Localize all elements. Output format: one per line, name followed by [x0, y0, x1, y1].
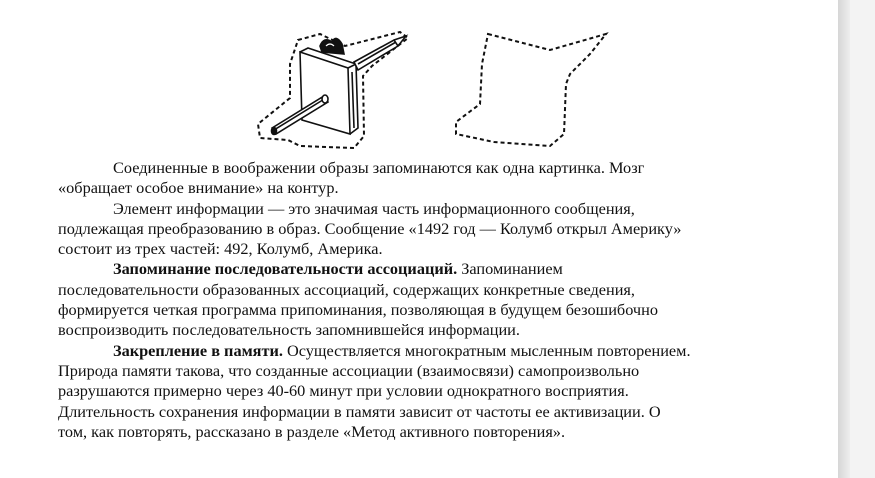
paragraph-2	[58, 199, 798, 260]
paragraph-4-heading: Закрепление в памяти.	[113, 340, 283, 360]
paragraph-4	[58, 341, 798, 442]
paragraph-2-line-2: подлежащая преобразованию в образ. Сообщение «1492 год — Колумб открыл Америку»	[58, 218, 682, 238]
paragraph-3	[58, 259, 798, 340]
paragraph-4-line-3: разрушаются примерно через 40-60 минут при условии однократного восприятия.	[58, 381, 629, 401]
paragraph-3-line-1	[58, 259, 798, 279]
paragraph-4-line-1-text: Осуществляется многократным мысленным повторением.	[282, 340, 691, 360]
paragraph-1-line-2: «обращает особое внимание» на контур.	[58, 178, 339, 198]
body-text	[58, 158, 798, 442]
illustration	[250, 24, 620, 156]
contour-picture	[456, 34, 606, 146]
paragraph-3-heading: Запоминание последовательности ассоциаций.	[113, 259, 458, 279]
paragraph-1-line-1: Соединенные в воображении образы запоминаются как одна картинка. Мозг	[113, 158, 645, 177]
page-edge-shadow	[838, 0, 850, 478]
paragraph-3-line-3: формируется четкая программа припоминания, позволяющая в будущем безошибочно	[58, 300, 658, 320]
paragraph-3-line-1-text: Запоминанием	[457, 259, 563, 279]
paragraph-4-line-5: том, как повторять, рассказано в разделе «Метод активного повторения».	[58, 421, 566, 441]
paragraph-2-line-1: Элемент информации — это значимая часть информационного сообщения,	[113, 198, 635, 218]
paragraph-4-line-1	[58, 341, 798, 361]
paragraph-3-line-2: последовательности образованных ассоциаций, содержащих конкретные сведения,	[58, 279, 635, 299]
book-pencil-picture	[258, 32, 408, 148]
paragraph-3-line-4: воспроизводить последовательность запомнившейся информации.	[58, 320, 520, 340]
viewer-side-panel	[850, 0, 875, 478]
paragraph-1	[58, 158, 798, 199]
paragraph-4-line-2: Природа памяти такова, что созданные ассоциации (взаимосвязи) самопроизвольно	[58, 360, 640, 380]
paragraph-2-line-3: состоит из трех частей: 492, Колумб, Америка.	[58, 239, 383, 259]
paragraph-4-line-4: Длительность сохранения информации в памяти зависит от частоты ее активизации. О	[58, 401, 661, 421]
next-line-cutoff	[58, 470, 178, 478]
